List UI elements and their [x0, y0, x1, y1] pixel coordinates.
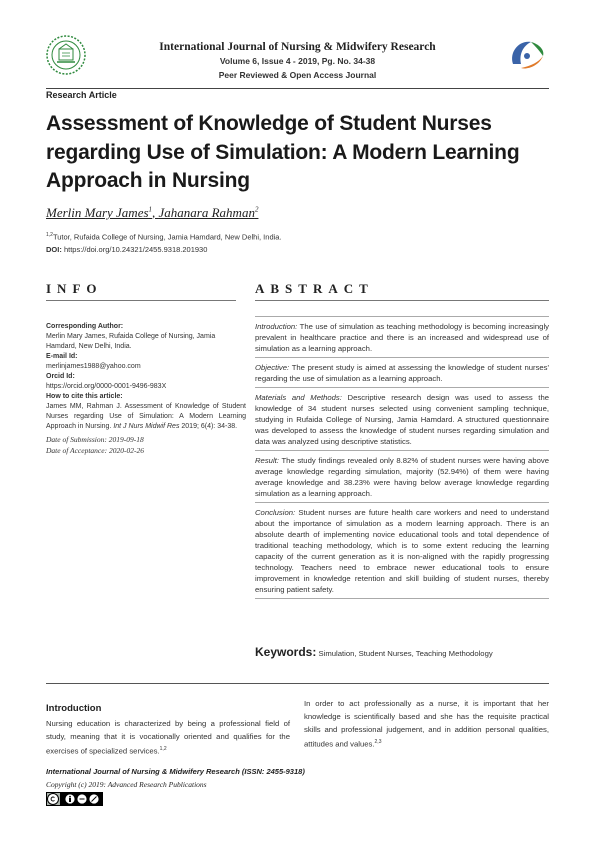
abstract-conc-label: Conclusion: [255, 508, 296, 517]
author-list [46, 205, 258, 221]
creative-commons-badge-icon [46, 792, 103, 806]
intro-rule [46, 683, 549, 684]
citation [46, 402, 246, 432]
journal-title: International Journal of Nursing & Midwifery Research [159, 41, 436, 53]
keywords-label: Keywords: [255, 645, 317, 659]
keywords-text: Simulation, Student Nurses, Teaching Methodology [316, 649, 493, 658]
abstract-intro-label: Introduction: [255, 322, 298, 331]
introduction-paragraph-2 [304, 697, 549, 751]
journal-volume: Volume 6, Issue 4 - 2019, Pg. No. 34-38 [219, 56, 376, 66]
abstract-introduction [255, 316, 549, 357]
intro-col2-text: In order to act professionally as a nurse, it is important that her knowledge is scientifically based and she has the requisite practical skills and professional judgement, and in addition personal qualities, attitudes and values. [304, 699, 549, 749]
abstract-rule [255, 300, 549, 301]
abstract-meth-label: Materials and Methods: [255, 393, 342, 402]
affiliation-sup: 1,2 [46, 232, 53, 238]
corresponding-author-text: Merlin Mary James, Rufaida College of Nursing, Jamia Hamdard, New Delhi, India. [46, 333, 216, 350]
abstract-result [255, 450, 549, 502]
date-acceptance: Date of Acceptance: 2020-02-26 [46, 446, 144, 455]
article-type: Research Article [46, 90, 117, 100]
author-1-link[interactable]: Merlin Mary James [46, 205, 149, 220]
author-2-sup: 2 [254, 205, 259, 214]
author-2-link[interactable]: Jahanara Rahman [158, 205, 255, 220]
abstract-meth-text: Descriptive research design was used to assess the knowledge of 34 student nurses selected using convenient sampling technique, studying in Rufaida College of Nursing, Jamia Hamdard. A structured questionnaire was developed to assess the knowledge of student nurses regarding simulation and data was analyzed using descriptive statistics. [255, 393, 549, 446]
author-separator: , [152, 205, 159, 220]
info-heading: INFO [46, 281, 103, 296]
affiliation-text: Tutor, Rufaida College of Nursing, Jamia Hamdard, New Delhi, India. [52, 232, 282, 242]
introduction-paragraph-1 [46, 717, 290, 758]
abstract-intro-text: The use of simulation as teaching methodology is becoming increasingly prevalent in healthcare practice and there is an increased and widespread use of simulation as a learning approach. [255, 322, 549, 353]
intro-col1-text: Nursing education is characterized by being a professional field of study, meaning that it is vocationally oriented and qualifies for the exercises of specialized services. [46, 719, 290, 756]
keywords [255, 645, 493, 659]
abstract-obj-label: Objective: [255, 363, 290, 372]
date-submission: Date of Submission: 2019-09-18 [46, 435, 144, 444]
doi-line [46, 245, 207, 254]
citation-tail: 2019; 6(4): 34-38. [179, 423, 238, 430]
intro-col2-ref[interactable]: 2,3 [374, 739, 382, 745]
orcid-link[interactable]: https://orcid.org/0000-0001-9496-983X [46, 383, 167, 390]
email-link[interactable]: merlinjames1988@yahoo.com [46, 363, 141, 370]
abstract-heading: ABSTRACT [255, 281, 374, 296]
abstract-res-label: Result: [255, 456, 279, 465]
corresponding-author-label: Corresponding Author: [46, 323, 124, 330]
intro-col1-ref[interactable]: 1,2 [159, 746, 167, 752]
affiliation [46, 232, 282, 242]
journal-peer-review: Peer Reviewed & Open Access Journal [218, 70, 377, 80]
abstract-methods [255, 387, 549, 450]
introduction-heading: Introduction [46, 703, 102, 714]
email-label: E-mail Id: [46, 353, 78, 360]
footer-copyright: Copyright (c) 2019: Advanced Research Publications [46, 780, 207, 789]
orcid-label: Orcid Id: [46, 373, 75, 380]
abstract-column [255, 316, 549, 599]
footer-journal: International Journal of Nursing & Midwifery Research (ISSN: 2455-9318) [46, 767, 305, 776]
doi-label: DOI: [46, 245, 62, 254]
info-column [46, 322, 246, 456]
info-rule [46, 300, 236, 301]
abstract-conclusion [255, 502, 549, 599]
publisher-logo-right [505, 34, 549, 78]
citation-journal: Int J Nurs Midwif Res [113, 423, 180, 430]
doi-link[interactable]: https://doi.org/10.24321/2455.9318.201930 [63, 245, 208, 254]
abstract-res-text: The study findings revealed only 8.82% of student nurses were having above average knowledge regarding simulation, majority (52.94%) of them were having average knowledge and 38.23% were having below average knowledge regarding simulation as a learning approach. [255, 456, 549, 498]
cite-label: How to cite this article: [46, 393, 123, 400]
header-rule [46, 88, 549, 89]
abstract-objective [255, 357, 549, 387]
abstract-obj-text: The present study is aimed at assessing the knowledge of student nurses' regarding the use of simulation as a learning approach. [255, 363, 549, 383]
abstract-conc-text: Student nurses are future health care workers and need to understand about the importance of simulation as a modern learning approach. There is an absolute dearth of implementing novice educational tools and total dependence of traditional teaching methodology, which is to some extent reducing the learning capacity of the current generation as it is non-aligned with the rapidly progressing technology. Teachers need to embrace newer educational tools to ensure improvement in knowledge retention and skill building of student nurses, thereby ensuring patient safety. [255, 508, 549, 594]
author-1-sup: 1 [148, 205, 153, 214]
article-title: Assessment of Knowledge of Student Nurses regarding Use of Simulation: A Modern Learning Approach in Nursing [46, 112, 520, 192]
citation-text: James MM, Rahman J. Assessment of Knowledge of Student Nurses regarding Use of Simulation: A Modern Learning Approach in Nursing. [46, 403, 246, 430]
